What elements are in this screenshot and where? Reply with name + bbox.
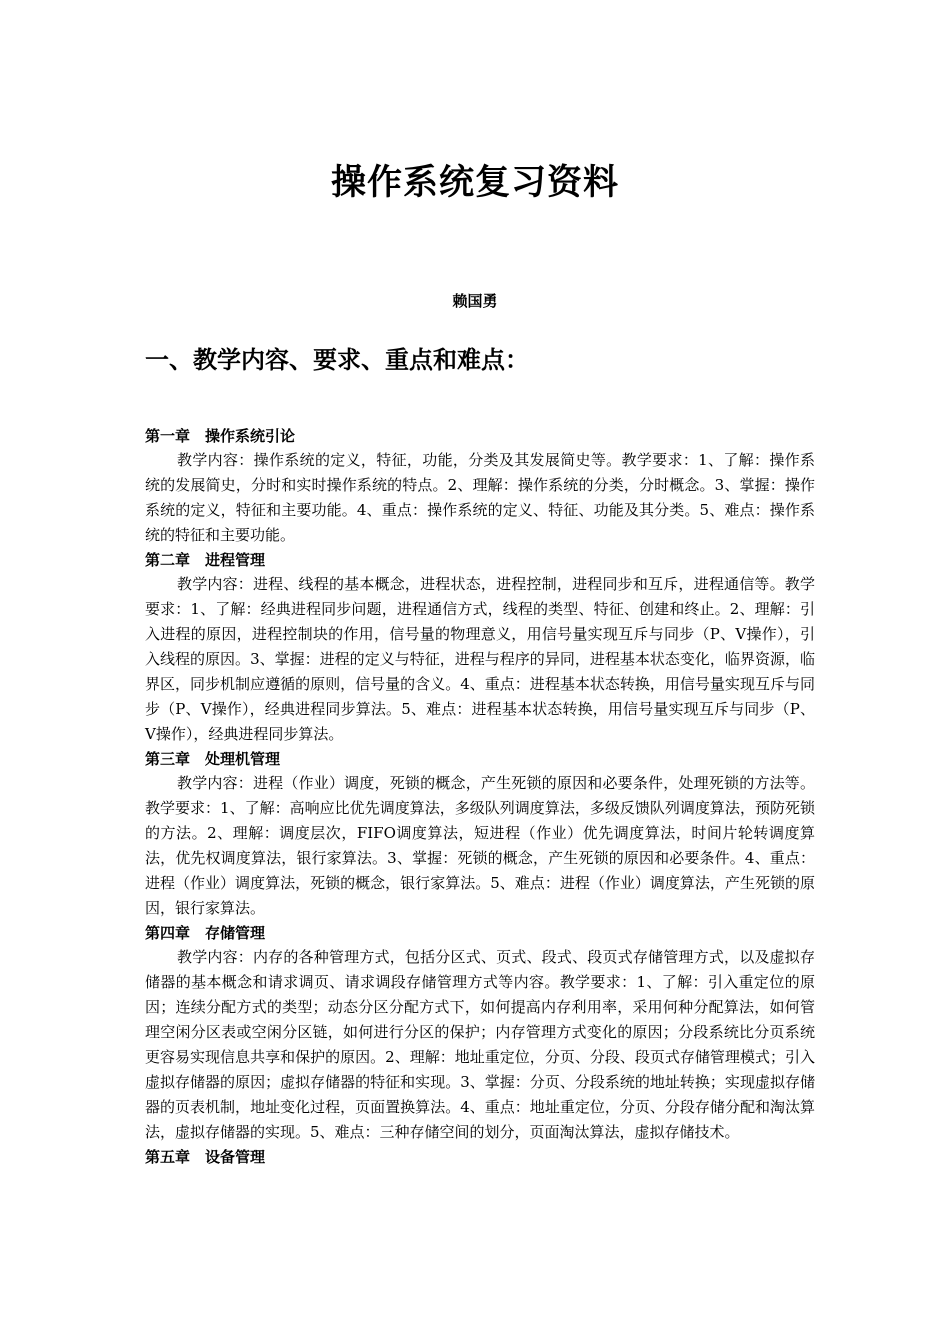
chapter-3 bbox=[145, 747, 815, 921]
chapter-5 bbox=[145, 1145, 815, 1169]
document-author: 赖国勇 bbox=[452, 292, 498, 310]
document-title: 操作系统复习资料 bbox=[330, 163, 619, 203]
chapter-title: 第五章 设备管理 bbox=[145, 1148, 266, 1166]
chapter-title: 第二章 进程管理 bbox=[145, 551, 266, 569]
chapter-list bbox=[145, 424, 815, 1169]
chapter-4 bbox=[145, 921, 815, 1145]
chapter-title: 第一章 操作系统引论 bbox=[145, 427, 296, 445]
chapter-2 bbox=[145, 548, 815, 747]
chapter-body: 教学内容：进程（作业）调度，死锁的概念，产生死锁的原因和必要条件，处理死锁的方法等。教学要求：1、了解：高响应比优先调度算法，多级队列调度算法，多级反馈队列调度算法，预防死锁的方法。2、理解：调度层次，FIFO调度算法，短进程（作业）优先调度算法，时间片轮转调度算法，优先权调度算法，银行家算法。3、掌握：死锁的概念，产生死锁的原因和必要条件。4、重点：进程（作业）调度算法，死锁的概念，银行家算法。5、难点：进程（作业）调度算法，产生死锁的原因，银行家算法。 bbox=[145, 774, 815, 917]
section-heading: 一、教学内容、要求、重点和难点： bbox=[145, 346, 529, 374]
chapter-title: 第四章 存储管理 bbox=[145, 924, 266, 942]
chapter-1 bbox=[145, 424, 815, 548]
chapter-body: 教学内容：内存的各种管理方式，包括分区式、页式、段式、段页式存储管理方式，以及虚拟存储器的基本概念和请求调页、请求调段存储管理方式等内容。教学要求：1、了解：引入重定位的原因；连续分配方式的类型；动态分区分配方式下，如何提高内存利用率，采用何种分配算法，如何管理空闲分区表或空闲分区链，如何进行分区的保护；内存管理方式变化的原因；分段系统比分页系统更容易实现信息共享和保护的原因。2、理解：地址重定位，分页、分段、段页式存储管理模式；引入虚拟存储器的原因；虚拟存储器的特征和实现。3、掌握：分页、分段系统的地址转换；实现虚拟存储器的页表机制，地址变化过程，页面置换算法。4、重点：地址重定位，分页、分段存储分配和淘汰算法，虚拟存储器的实现。5、难点：三种存储空间的划分，页面淘汰算法，虚拟存储技术。 bbox=[145, 948, 815, 1141]
chapter-title: 第三章 处理机管理 bbox=[145, 750, 281, 768]
chapter-body: 教学内容：进程、线程的基本概念，进程状态，进程控制，进程同步和互斥，进程通信等。教学要求：1、了解：经典进程同步问题，进程通信方式，线程的类型、特征、创建和终止。2、理解：引入进程的原因，进程控制块的作用，信号量的物理意义，用信号量实现互斥与同步（P、V操作），引入线程的原因。3、掌握：进程的定义与特征，进程与程序的异同，进程基本状态变化，临界资源，临界区，同步机制应遵循的原则，信号量的含义。4、重点：进程基本状态转换，用信号量实现互斥与同步（P、V操作），经典进程同步算法。5、难点：进程基本状态转换，用信号量实现互斥与同步（P、V操作），经典进程同步算法。 bbox=[145, 575, 815, 743]
chapter-body: 教学内容：操作系统的定义，特征，功能，分类及其发展简史等。教学要求：1、了解：操作系统的发展简史，分时和实时操作系统的特点。2、理解：操作系统的分类，分时概念。3、掌握：操作系统的定义，特征和主要功能。4、重点：操作系统的定义、特征、功能及其分类。5、难点：操作系统的特征和主要功能。 bbox=[145, 451, 815, 544]
